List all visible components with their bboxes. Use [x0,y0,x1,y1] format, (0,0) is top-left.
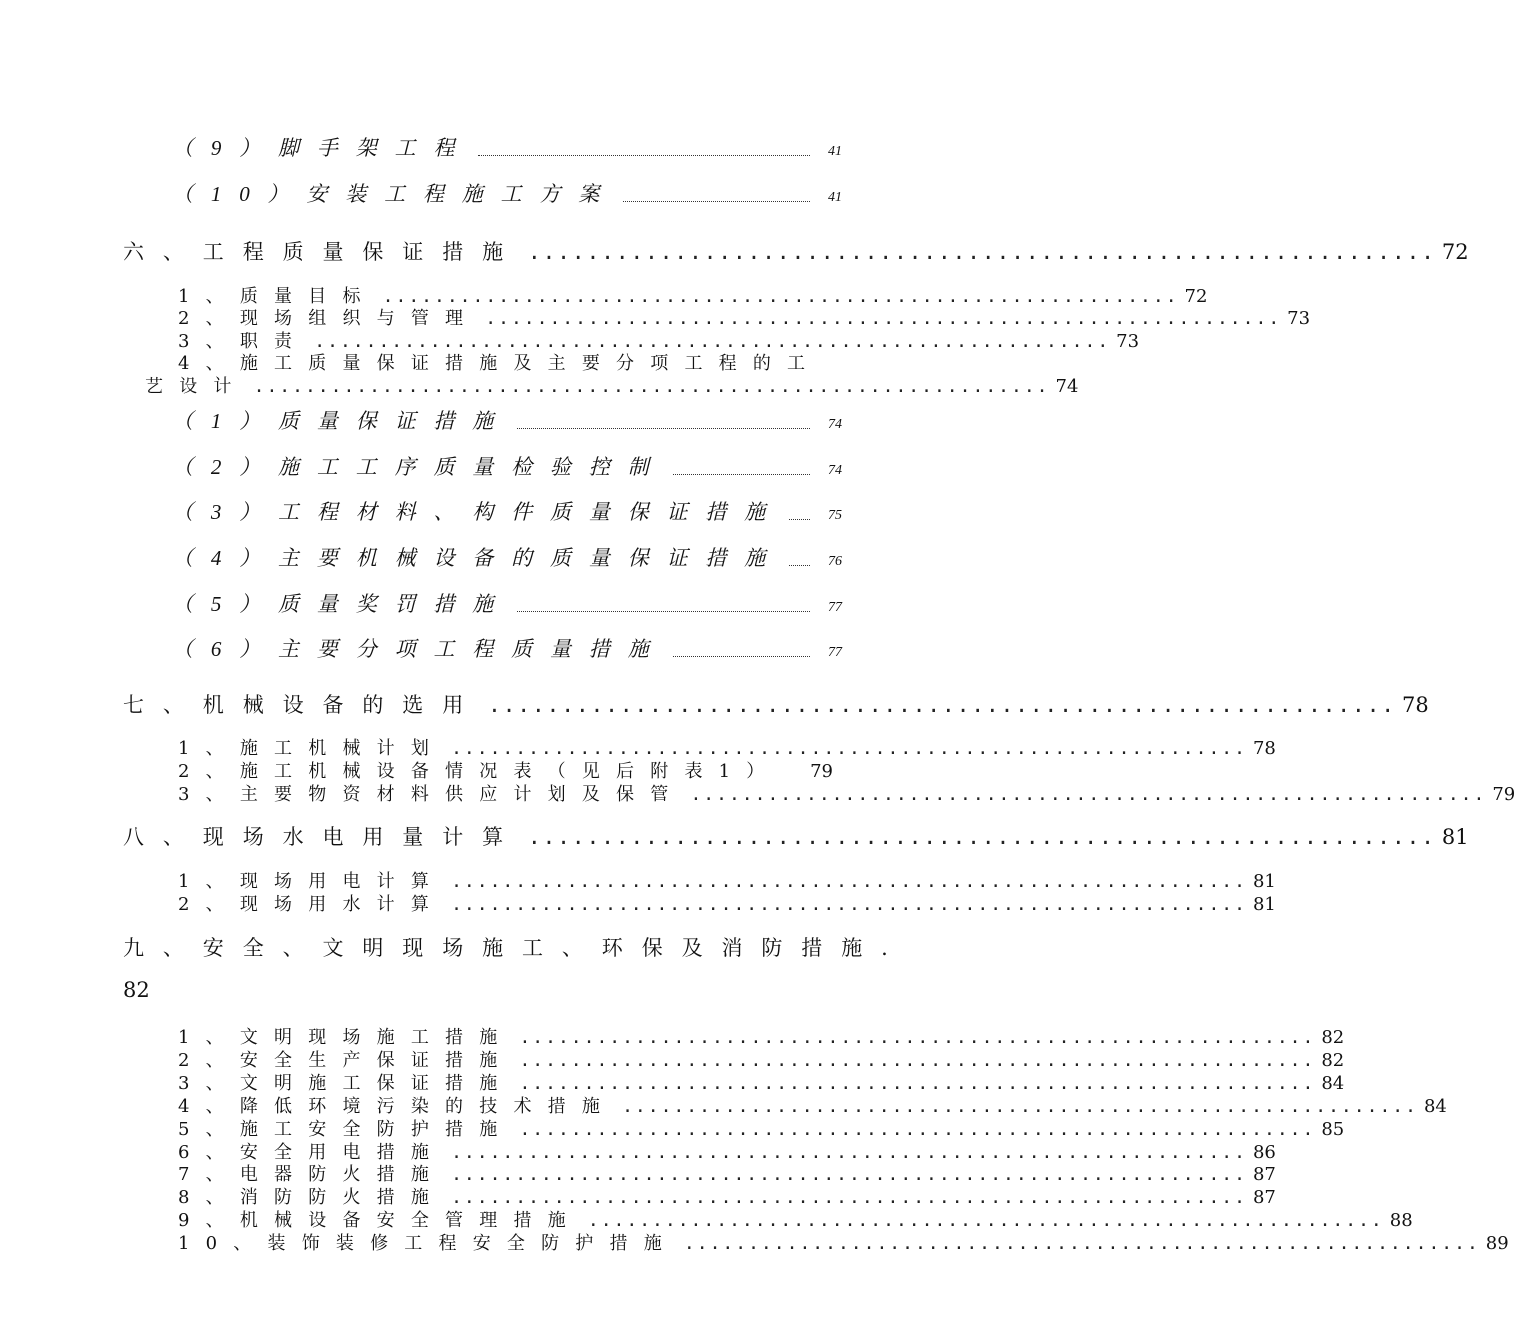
toc-entry-label: 3、文明施工保证措施 [178,1073,514,1094]
toc-entry-page: 79 [810,761,833,782]
leader-dots: .............................................................. [587,1210,1384,1231]
toc-chapter-label: 九、安全、文明现场施工、环保及消防措施. [123,936,907,960]
toc-entry-label: 1、质量目标 [178,286,377,307]
leader-dots: .............................................................. [528,825,1436,849]
leader-dots: .............................................................. [451,738,1247,759]
leader-dots [789,518,810,520]
toc-entry[interactable] [172,496,842,526]
toc-entry-label: （6）主要分项工程质量措施 [172,637,667,661]
leader-dots [517,427,810,429]
toc-entry-page: 88 [1389,1210,1413,1231]
toc-entry[interactable] [178,780,1515,806]
toc-chapter[interactable] [123,689,1429,719]
toc-entry[interactable] [178,890,1276,916]
toc-entry-page: 79 [1492,784,1515,805]
toc-entry-page: 77 [828,600,842,615]
toc-entry-page: 75 [828,508,842,523]
toc-entry-page: 72 [1184,286,1208,307]
toc-entry-page: 86 [1252,1142,1276,1163]
toc-entry-label: 5、施工安全防护措施 [178,1119,514,1140]
leader-dots [673,473,810,475]
toc-entry-label: 4、降低环境污染的技术措施 [178,1096,617,1117]
leader-dots: .............................................................. [314,331,1111,352]
leader-dots: .............................................................. [451,894,1247,915]
leader-dots: .............................................................. [519,1050,1316,1071]
leader-dots [623,200,810,202]
toc-entry-page: 41 [828,190,842,205]
toc-entry-label: （5）质量奖罚措施 [172,592,512,616]
toc-entry-page: 87 [1252,1187,1276,1208]
toc-entry-page: 84 [1321,1073,1345,1094]
toc-entry-label: 3、职责 [178,331,309,352]
leader-dots: .............................................................. [451,1142,1247,1163]
toc-entry-page: 74 [1055,376,1079,397]
leader-dots: .............................................................. [451,871,1247,892]
leader-dots: .............................................................. [485,308,1282,329]
toc-entry-label: 2、现场用水计算 [178,894,446,915]
leader-dots: .............................................................. [253,376,1050,397]
toc-entry-page: 73 [1116,331,1140,352]
toc-entry-page: 81 [1252,871,1276,892]
toc-entry[interactable] [172,132,842,162]
toc-chapter-page: 81 [1441,825,1469,849]
leader-dots: .............................................................. [519,1119,1316,1140]
toc-entry[interactable] [172,633,842,663]
toc-entry[interactable] [172,588,842,618]
leader-dots [673,655,810,657]
leader-dots: .............................................................. [690,784,1487,805]
toc-entry-label: 2、施工机械设备情况表（见后附表1） [178,761,781,782]
toc-entry-page: 74 [828,417,842,432]
toc-entry-page: 73 [1287,308,1311,329]
toc-entry-label: 10、装饰装修工程安全防护措施 [178,1233,678,1254]
toc-entry-label: 1、现场用电计算 [178,871,446,892]
toc-entry-label: （4）主要机械设备的质量保证措施 [172,546,784,570]
toc-entry-label: （2）施工工序质量检验控制 [172,455,667,479]
leader-dots: .............................................................. [622,1096,1418,1117]
toc-chapter-page: 82 [123,978,150,1002]
toc-entry-page: 78 [1252,738,1276,759]
toc-chapter-page: 72 [1441,240,1469,264]
toc-entry-label: 4、施工质量保证措施及主要分项工程的工 [178,353,822,374]
toc-entry-page: 76 [828,554,842,569]
leader-dots: .............................................................. [528,240,1436,264]
toc-entry-page: 74 [828,463,842,478]
toc-entry-label: 6、安全用电措施 [178,1142,446,1163]
toc-entry-label: 7、电器防火措施 [178,1164,446,1185]
toc-entry-label: （10）安装工程施工方案 [172,182,618,206]
toc-entry-label: 3、主要物资材料供应计划及保管 [178,784,685,805]
leader-dots: .............................................................. [519,1073,1316,1094]
toc-entry-label: 艺设计 [145,376,248,397]
toc-entry-page: 41 [828,144,842,159]
leader-dots: .............................................................. [488,693,1396,717]
toc-chapter[interactable] [123,932,907,962]
toc-entry-page: 82 [1321,1027,1345,1048]
toc-chapter-label: 七、机械设备的选用 [123,693,483,717]
toc-entry-label: 1、文明现场施工措施 [178,1027,514,1048]
toc-chapter-label: 六、工程质量保证措施 [123,240,522,264]
toc-entry-label: （9）脚手架工程 [172,136,473,160]
leader-dots: .............................................................. [451,1164,1247,1185]
toc-entry[interactable] [172,542,842,572]
leader-dots: .............................................................. [683,1233,1480,1254]
leader-dots: .............................................................. [519,1027,1316,1048]
toc-entry-label: 1、施工机械计划 [178,738,446,759]
leader-dots: .............................................................. [451,1187,1247,1208]
toc-entry-page: 77 [828,645,842,660]
toc-entry-page: 85 [1321,1119,1345,1140]
toc-entry-label: 8、消防防火措施 [178,1187,446,1208]
toc-entry-page: 84 [1423,1096,1447,1117]
toc-entry[interactable] [172,405,842,435]
toc-entry-label: （1）质量保证措施 [172,409,512,433]
toc-chapter-page-row [123,978,150,1002]
toc-entry-label: （3）工程材料、构件质量保证措施 [172,500,784,524]
toc-entry-label: 2、现场组织与管理 [178,308,480,329]
toc-entry-page: 87 [1252,1164,1276,1185]
toc-entry[interactable] [178,1229,1509,1255]
leader-dots: .............................................................. [382,286,1179,307]
toc-entry-continuation[interactable] [145,372,1079,398]
toc-entry-page: 89 [1485,1233,1509,1254]
leader-dots [517,610,810,612]
toc-chapter-label: 八、现场水电用量计算 [123,825,522,849]
leader-dots [478,154,810,156]
toc-chapter[interactable] [123,821,1469,851]
leader-dots [789,564,810,566]
toc-entry-label: 9、机械设备安全管理措施 [178,1210,582,1231]
toc-chapter[interactable] [123,236,1469,266]
toc-entry-page: 81 [1252,894,1276,915]
toc-entry-page: 82 [1321,1050,1345,1071]
toc-entry[interactable] [172,451,842,481]
toc-chapter-page: 78 [1401,693,1429,717]
toc-entry[interactable] [172,178,842,208]
toc-entry-label: 2、安全生产保证措施 [178,1050,514,1071]
